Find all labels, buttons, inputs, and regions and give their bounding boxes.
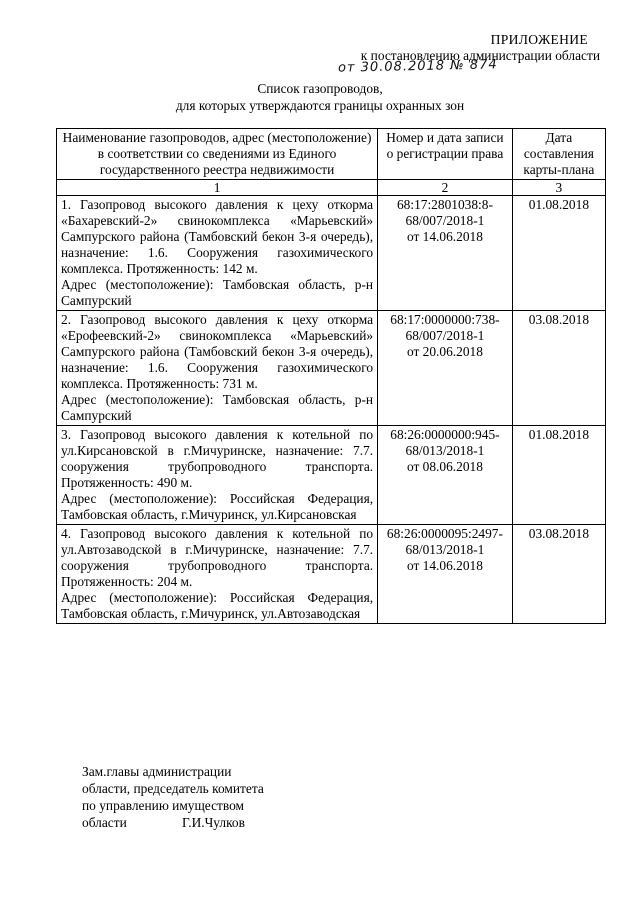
pipeline-description: 1. Газопровод высокого давления к цеху откорма «Бахаревский-2» свинокомплекса «Марьевский» Сампурского района (Тамбовский бекон 3-я очередь), назначение: 1.6. Сооружения газохимического комплекса. Протяженность: 142 м. bbox=[61, 197, 374, 276]
pipeline-cell bbox=[57, 196, 378, 311]
registration-code: 68:17:2801038:8-68/007/2018-1 bbox=[396, 197, 493, 228]
registration-code: 68:26:0000095:2497-68/013/2018-1 bbox=[386, 526, 503, 557]
registration-cell bbox=[378, 311, 513, 426]
header-name: Наименование газопроводов, адрес (местоположение) в соответствии со сведениями из Единого государственного реестра недвижимости bbox=[57, 129, 378, 180]
signature-position-line: области bbox=[82, 815, 127, 830]
handwritten-date-number: от 30.08.2018 № 874 bbox=[337, 57, 498, 76]
registration-date: от 14.06.2018 bbox=[406, 229, 483, 244]
registration-cell bbox=[378, 525, 513, 624]
registration-date: от 14.06.2018 bbox=[406, 558, 483, 573]
pipeline-address: Адрес (местоположение): Тамбовская область, р-н Сампурский bbox=[61, 392, 374, 423]
appendix-subtitle: к постановлению администрации области bbox=[360, 48, 600, 63]
pipeline-cell bbox=[57, 426, 378, 525]
pipeline-cell bbox=[57, 525, 378, 624]
map-date: 03.08.2018 bbox=[512, 311, 605, 426]
title-line-1: Список газопроводов, bbox=[257, 81, 383, 96]
table-row bbox=[57, 311, 606, 426]
signature-position-line: Зам.главы администрации bbox=[82, 764, 232, 779]
header-registration: Номер и дата записи о регистрации права bbox=[378, 129, 513, 180]
appendix-title: ПРИЛОЖЕНИЕ bbox=[490, 32, 588, 47]
pipeline-address: Адрес (местоположение): Российская Федерация, Тамбовская область, г.Мичуринск, ул.Автозаводская bbox=[61, 590, 374, 621]
table-header-row bbox=[57, 129, 606, 180]
header-map-date: Дата составления карты-плана bbox=[512, 129, 605, 180]
document-title bbox=[0, 80, 640, 114]
signature-position-line: по управлению имуществом bbox=[82, 798, 245, 813]
registration-date: от 08.06.2018 bbox=[406, 459, 483, 474]
signatory-name: Г.И.Чулков bbox=[182, 815, 245, 830]
registration-cell bbox=[378, 426, 513, 525]
pipelines-table bbox=[56, 128, 606, 624]
map-date: 03.08.2018 bbox=[512, 525, 605, 624]
table-row bbox=[57, 426, 606, 525]
pipeline-cell bbox=[57, 311, 378, 426]
table-row bbox=[57, 525, 606, 624]
map-date: 01.08.2018 bbox=[512, 426, 605, 525]
column-numbers-row bbox=[57, 180, 606, 196]
pipeline-address: Адрес (местоположение): Российская Федерация, Тамбовская область, г.Мичуринск, ул.Кирсановская bbox=[61, 491, 374, 522]
registration-code: 68:26:0000000:945-68/013/2018-1 bbox=[390, 427, 500, 458]
registration-code: 68:17:0000000:738-68/007/2018-1 bbox=[390, 312, 500, 343]
column-number: 1 bbox=[57, 180, 378, 196]
column-number: 3 bbox=[512, 180, 605, 196]
registration-date: от 20.06.2018 bbox=[406, 344, 483, 359]
pipeline-description: 4. Газопровод высокого давления к котельной по ул.Автозаводской в г.Мичуринске, назначение: 7.7. сооружения трубопроводного транспорта. Протяженность: 204 м. bbox=[61, 526, 374, 589]
pipeline-address: Адрес (местоположение): Тамбовская область, р-н Сампурский bbox=[61, 277, 374, 308]
registration-cell bbox=[378, 196, 513, 311]
pipeline-description: 2. Газопровод высокого давления к цеху откорма «Ерофеевский-2» свинокомплекса «Марьевский» Сампурского района (Тамбовский бекон 3-я очередь), назначение: 1.6. Сооружения газохимического комплекса. Протяженность: 731 м. bbox=[61, 312, 374, 391]
pipeline-description: 3. Газопровод высокого давления к котельной по ул.Кирсановской в г.Мичуринске, назначение: 7.7. сооружения трубопроводного транспорта. Протяженность: 490 м. bbox=[61, 427, 374, 490]
map-date: 01.08.2018 bbox=[512, 196, 605, 311]
signature-position-line: области, председатель комитета bbox=[82, 781, 264, 796]
signature-block bbox=[82, 763, 264, 831]
title-line-2: для которых утверждаются границы охранных зон bbox=[175, 98, 465, 113]
column-number: 2 bbox=[378, 180, 513, 196]
table-row bbox=[57, 196, 606, 311]
